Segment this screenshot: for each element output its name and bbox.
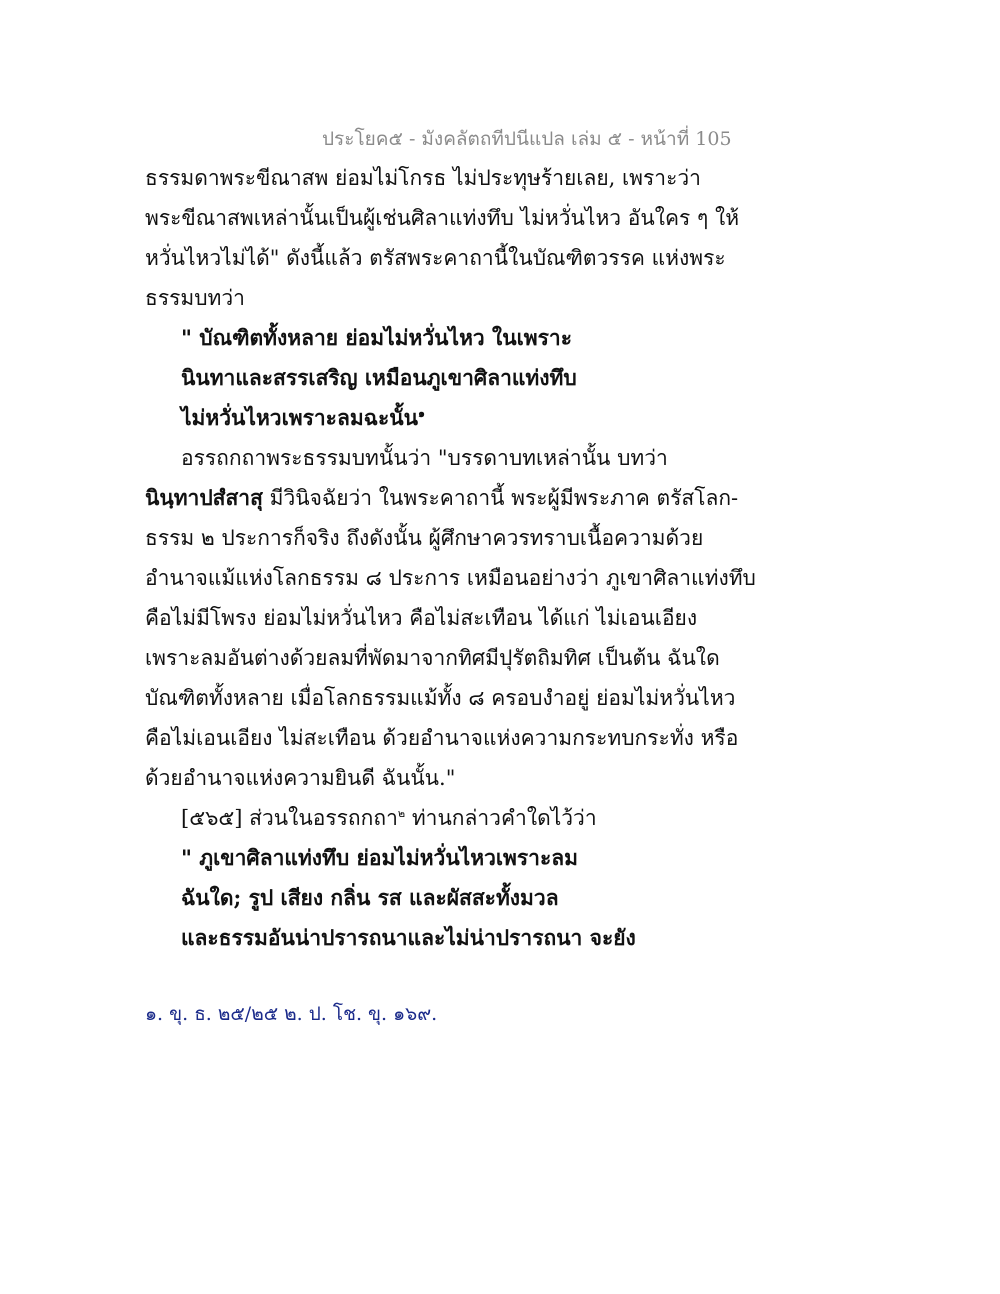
verse-text: ไม่หวั่นไหวเพราะลมฉะนั้น (181, 405, 418, 430)
line-text: มีวินิจฉัยว่า ในพระคาถานี้ พระผู้มีพระภาค ตรัสโลก- (262, 486, 739, 510)
text-line: คือไม่มีโพรง ย่อมไม่หวั่นไหว คือไม่สะเทือน ได้แก่ ไม่เอนเอียง (145, 606, 698, 630)
text-line: บัณฑิตทั้งหลาย เมื่อโลกธรรมแม้ทั้ง ๘ ครอบงำอยู่ ย่อมไม่หวั่นไหว (145, 686, 736, 710)
footnote-ref: ๒ (397, 807, 406, 820)
text-line: ด้วยอำนาจแห่งความยินดี ฉันนั้น." (145, 766, 456, 790)
verse-line: " บัณฑิตทั้งหลาย ย่อมไม่หวั่นไหว ในเพราะ (181, 325, 572, 350)
text-line: อรรถกถาพระธรรมบทนั้นว่า "บรรดาบทเหล่านั้น บทว่า (181, 446, 668, 470)
verse-line: " ภูเขาศิลาแท่งทึบ ย่อมไม่หวั่นไหวเพราะลม (181, 845, 578, 870)
verse-line (145, 398, 705, 438)
page-header: ประโยค๕ - มังคลัตถทีปนีแปล เล่ม ๕ - หน้าที่ 105 (322, 128, 732, 150)
text-line: ธรรมดาพระขีณาสพ ย่อมไม่โกรธ ไม่ประทุษร้ายเลย, เพราะว่า (145, 166, 701, 190)
footnote: ๑. ขุ. ธ. ๒๕/๒๕ ๒. ป. โช. ขุ. ๑๖๙. (145, 1003, 438, 1025)
verse-line: ฉันใด; รูป เสียง กลิ่น รส และผัสสะทั้งมวล (181, 885, 559, 910)
footnote-ref: ๑ (417, 407, 425, 420)
text-line: เพราะลมอันต่างด้วยลมที่พัดมาจากทิศมีปุรัตถิมทิศ เป็นต้น ฉันใด (145, 646, 720, 670)
text-line (145, 478, 739, 518)
document-body (145, 158, 756, 958)
text-line: อำนาจแม้แห่งโลกธรรม ๘ ประการ เหมือนอย่างว่า ภูเขาศิลาแท่งทึบ (145, 566, 756, 590)
verse-line: นินทาและสรรเสริญ เหมือนภูเขาศิลาแท่งทึบ (181, 365, 577, 390)
text-line: พระขีณาสพเหล่านั้นเป็นผู้เช่นศิลาแท่งทึบ ไม่หวั่นไหว อันใคร ๆ ให้ (145, 206, 740, 230)
text-line: หวั่นไหวไม่ได้" ดังนี้แล้ว ตรัสพระคาถานี้ในบัณฑิตวรรค แห่งพระ (145, 246, 726, 270)
text-line: ธรรม ๒ ประการก็จริง ถึงดังนั้น ผู้ศึกษาควรทราบเนื้อความด้วย (145, 526, 704, 550)
verse-line: และธรรมอันน่าปรารถนาและไม่น่าปรารถนา จะยัง (181, 925, 636, 950)
text-line: ธรรมบทว่า (145, 286, 245, 310)
line-text: ท่านกล่าวคำใดไว้ว่า (405, 806, 597, 830)
bold-term: นินฺทาปสํสาสุ (145, 485, 263, 510)
text-line: คือไม่เอนเอียง ไม่สะเทือน ด้วยอำนาจแห่งความกระทบกระทั่ง หรือ (145, 726, 739, 750)
text-line (145, 798, 705, 838)
line-text: [๕๖๕] ส่วนในอรรถกถา (181, 806, 398, 830)
